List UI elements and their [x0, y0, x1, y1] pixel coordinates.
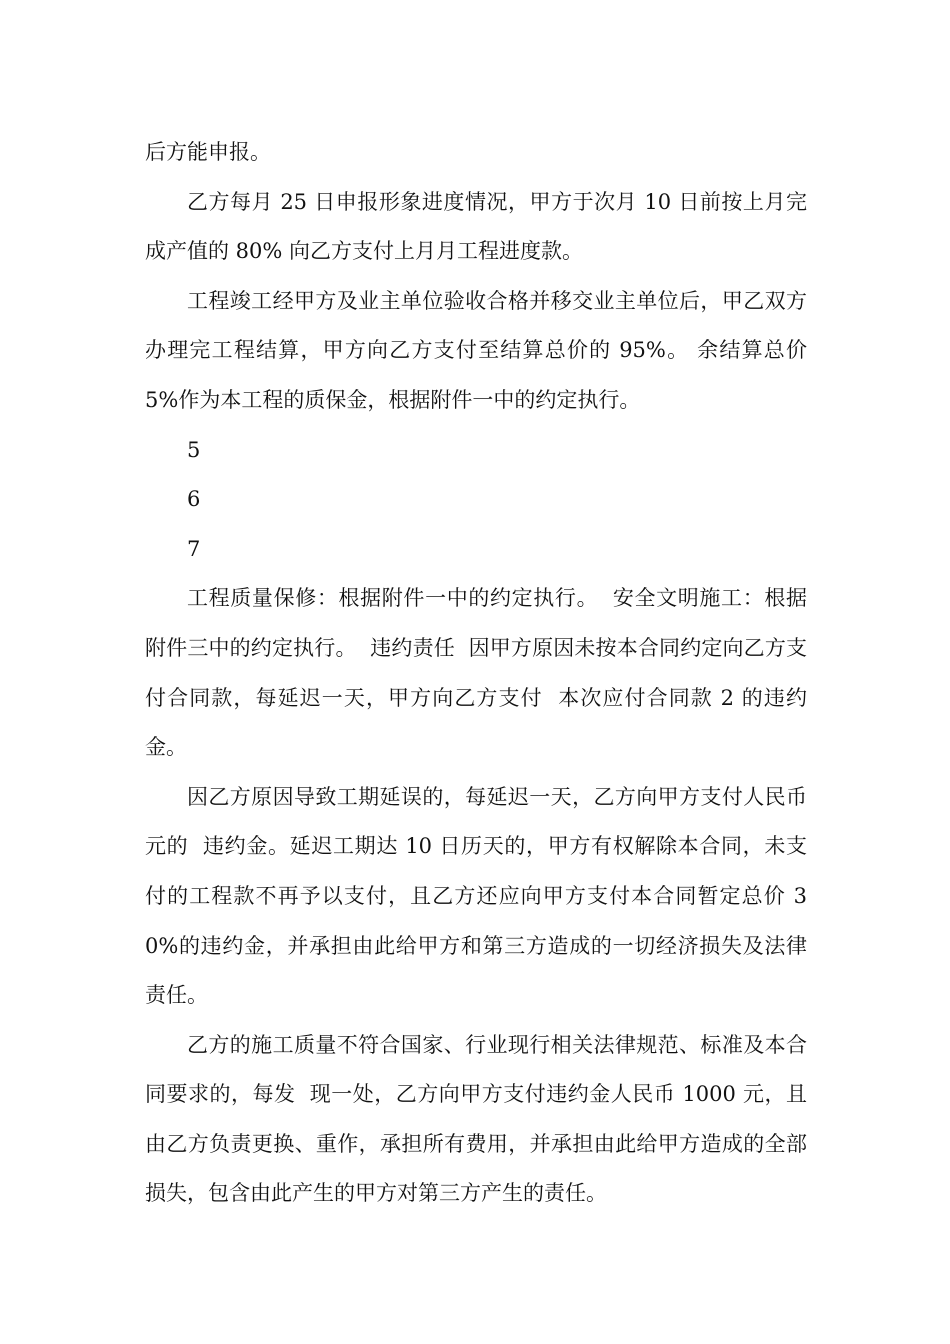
list-number-5: 5	[187, 437, 201, 462]
paragraph-warranty-liability: 工程质量保修：根据附件一中的约定执行。 安全文明施工：根据附件三中的约定执行。 违约责任 因甲方原因未按本合同约定向乙方支付合同款，每延迟一天，甲方向乙方支付 本次应付合同款 2 的违约金。	[145, 586, 807, 760]
paragraph-settlement: 工程竣工经甲方及业主单位验收合格并移交业主单位后，甲乙双方办理完工程结算，甲方向乙方支付至结算总价的 95%。 余结算总价 5%作为本工程的质保金，根据附件一中的约定执行。	[145, 288, 814, 412]
list-number-7: 7	[187, 536, 201, 561]
paragraph-progress-payment: 乙方每月 25 日申报形象进度情况，甲方于次月 10 日前按上月完成产值的 80% 向乙方支付上月月工程进度款。	[145, 189, 807, 264]
paragraph-delay-penalty: 因乙方原因导致工期延误的，每延迟一天，乙方向甲方支付人民币元的 违约金。延迟工期达 10 日历天的，甲方有权解除本合同，未支付的工程款不再予以支付，且乙方还应向甲方支付本合同暂定总价 30%的违约金，并承担由此给甲方和第三方造成的一切经济损失及法律责任。	[145, 784, 807, 1008]
paragraph-quality-penalty: 乙方的施工质量不符合国家、行业现行相关法律规范、标准及本合同要求的，每发 现一处，乙方向甲方支付违约金人民币 1000 元，且由乙方负责更换、重作，承担所有费用，并承担由此给甲方造成的全部损失，包含由此产生的甲方对第三方产生的责任。	[145, 1032, 807, 1206]
paragraph-continuation: 后方能申报。	[145, 140, 271, 164]
list-number-6: 6	[187, 487, 201, 512]
document-body	[145, 128, 814, 1219]
